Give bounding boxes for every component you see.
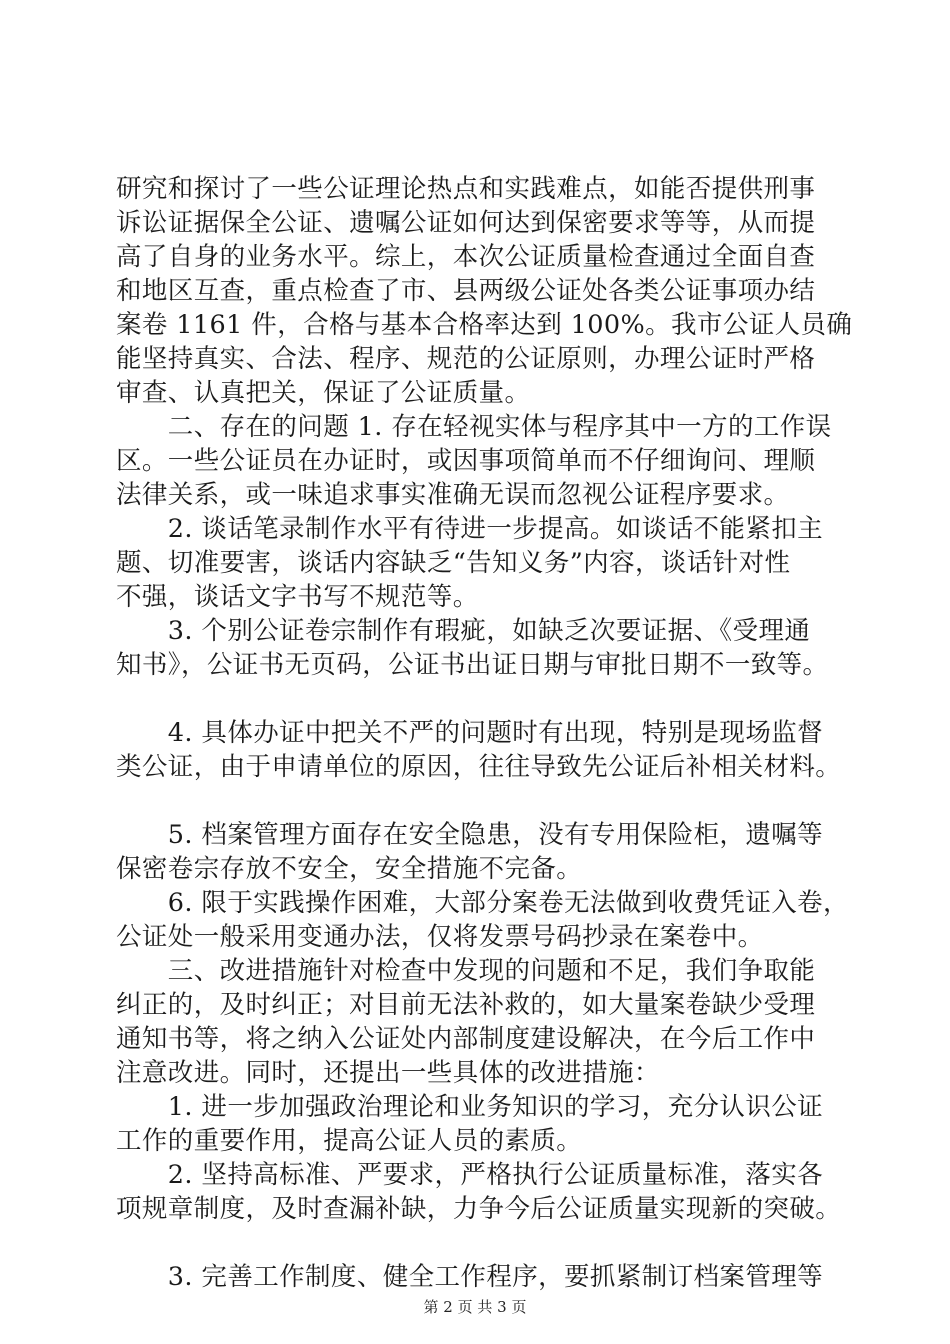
page-number-footer: 第 2 页 共 3 页	[423, 1298, 527, 1316]
body-line: 知书》，公证书无页码，公证书出证日期与审批日期不一致等。	[116, 650, 829, 680]
body-line: 2. 谈话笔录制作水平有待进一步提高。如谈话不能紧扣主	[116, 514, 824, 544]
body-line: 高了自身的业务水平。综上，本次公证质量检查通过全面自查	[116, 242, 816, 272]
body-line: 项规章制度，及时查漏补缺，力争今后公证质量实现新的突破。	[116, 1194, 842, 1224]
body-line: 案卷 1161 件，合格与基本合格率达到 100%。我市公证人员确	[116, 310, 853, 340]
body-line: 不强，谈话文字书写不规范等。	[116, 582, 479, 612]
body-line: 审查、认真把关，保证了公证质量。	[116, 378, 531, 408]
body-line: 5. 档案管理方面存在安全隐患，没有专用保险柜，遗嘱等	[116, 820, 824, 850]
body-line: 纠正的，及时纠正；对目前无法补救的，如大量案卷缺少受理	[116, 990, 816, 1020]
body-line: 3. 个别公证卷宗制作有瑕疵，如缺乏次要证据、《受理通	[116, 616, 811, 646]
body-line: 4. 具体办证中把关不严的问题时有出现，特别是现场监督	[116, 718, 824, 748]
body-line: 研究和探讨了一些公证理论热点和实践难点，如能否提供刑事	[116, 174, 816, 204]
body-line: 诉讼证据保全公证、遗嘱公证如何达到保密要求等等，从而提	[116, 208, 816, 238]
body-line: 题、切准要害，谈话内容缺乏“告知义务”内容，谈话针对性	[116, 548, 791, 578]
body-line: 1. 进一步加强政治理论和业务知识的学习，充分认识公证	[116, 1092, 824, 1122]
body-line: 2. 坚持高标准、严要求，严格执行公证质量标准，落实各	[116, 1160, 824, 1190]
body-line: 6. 限于实践操作困难，大部分案卷无法做到收费凭证入卷，	[116, 888, 849, 918]
body-line: 通知书等，将之纳入公证处内部制度建设解决，在今后工作中	[116, 1024, 816, 1054]
body-line: 工作的重要作用，提高公证人员的素质。	[116, 1126, 583, 1156]
body-line: 保密卷宗存放不安全，安全措施不完备。	[116, 854, 583, 884]
body-line: 区。一些公证员在办证时，或因事项简单而不仔细询问、理顺	[116, 446, 816, 476]
body-line: 能坚持真实、合法、程序、规范的公证原则，办理公证时严格	[116, 344, 816, 374]
body-line: 3. 完善工作制度、健全工作程序，要抓紧制订档案管理等	[116, 1262, 824, 1292]
body-line: 注意改进。同时，还提出一些具体的改进措施：	[116, 1058, 660, 1088]
body-line: 二、存在的问题 1. 存在轻视实体与程序其中一方的工作误	[116, 412, 832, 442]
body-line: 和地区互查，重点检查了市、县两级公证处各类公证事项办结	[116, 276, 816, 306]
body-line: 法律关系，或一味追求事实准确无误而忽视公证程序要求。	[116, 480, 790, 510]
body-line: 三、改进措施针对检查中发现的问题和不足，我们争取能	[116, 956, 816, 986]
body-line: 公证处一般采用变通办法，仅将发票号码抄录在案卷中。	[116, 922, 764, 952]
body-line: 类公证，由于申请单位的原因，往往导致先公证后补相关材料。	[116, 752, 842, 782]
